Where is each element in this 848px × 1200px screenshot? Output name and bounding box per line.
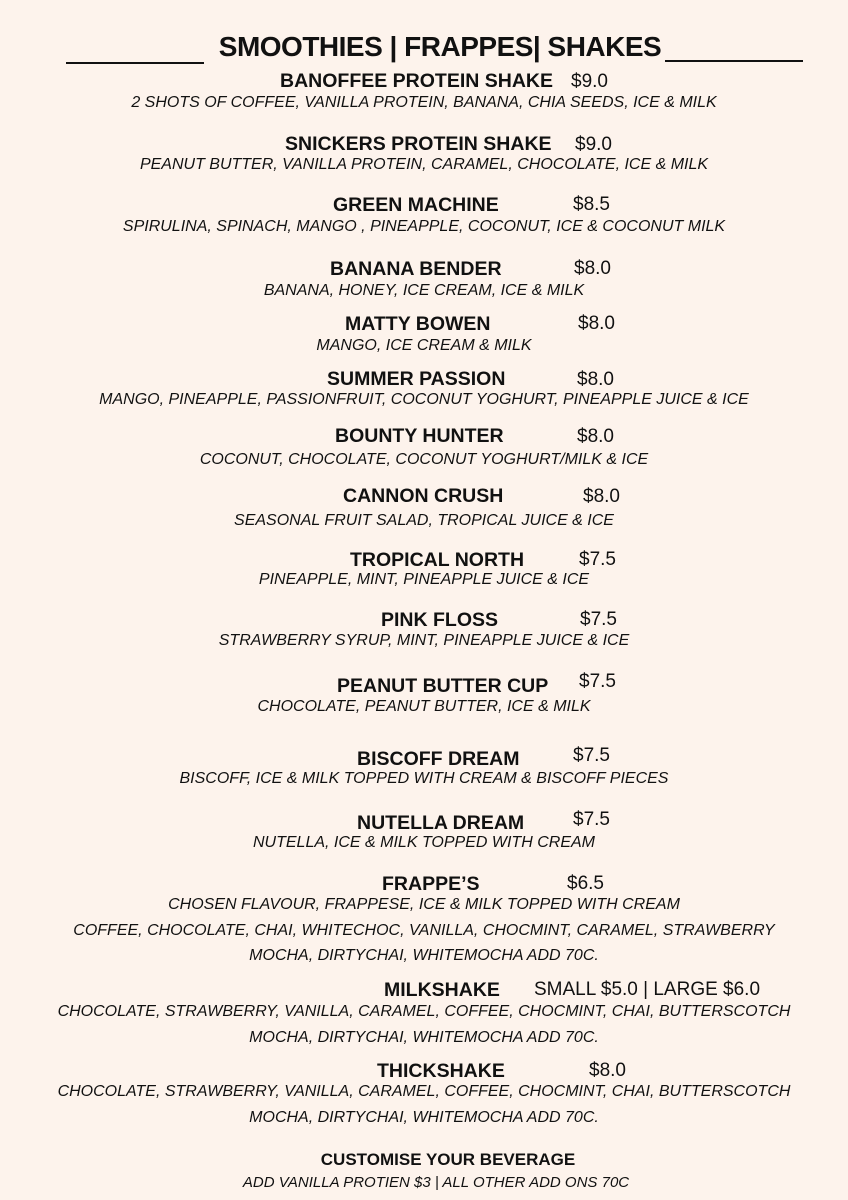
item-description: BISCOFF, ICE & MILK TOPPED WITH CREAM & BISCOFF PIECES xyxy=(179,770,669,787)
item-description: MANGO, PINEAPPLE, PASSIONFRUIT, COCONUT YOGHURT, PINEAPPLE JUICE & ICE xyxy=(99,391,749,408)
item-description: PINEAPPLE, MINT, PINEAPPLE JUICE & ICE xyxy=(258,571,590,588)
item-description: MANGO, ICE CREAM & MILK xyxy=(316,337,532,354)
item-name: BANANA BENDER xyxy=(330,258,502,280)
item-description: CHOSEN FLAVOUR, FRAPPESE, ICE & MILK TOPPED WITH CREAM xyxy=(168,896,680,913)
item-name: GREEN MACHINE xyxy=(333,194,499,216)
item-name: SNICKERS PROTEIN SHAKE xyxy=(285,133,552,155)
item-price: $8.0 xyxy=(578,313,615,334)
item-name: PINK FLOSS xyxy=(381,609,499,631)
page-title: SMOOTHIES | FRAPPES| SHAKES xyxy=(218,31,662,62)
item-price: $7.5 xyxy=(580,609,617,630)
item-price: $6.5 xyxy=(567,873,604,894)
item-description: CHOCOLATE, STRAWBERRY, VANILLA, CARAMEL, COFFEE, CHOCMINT, CHAI, BUTTERSCOTCH xyxy=(57,1083,791,1100)
item-price: $8.0 xyxy=(577,426,614,447)
item-name: MILKSHAKE xyxy=(384,979,500,1001)
item-description: PEANUT BUTTER, VANILLA PROTEIN, CARAMEL, CHOCOLATE, ICE & MILK xyxy=(139,156,709,173)
item-description: STRAWBERRY SYRUP, MINT, PINEAPPLE JUICE & ICE xyxy=(218,632,630,649)
item-description: NUTELLA, ICE & MILK TOPPED WITH CREAM xyxy=(253,834,595,851)
item-name: MATTY BOWEN xyxy=(345,313,491,335)
item-price: $7.5 xyxy=(579,671,616,692)
item-price: $8.0 xyxy=(583,486,620,507)
item-price: $8.5 xyxy=(573,194,610,215)
item-description: MOCHA, DIRTYCHAI, WHITEMOCHA ADD 70C. xyxy=(249,1109,599,1126)
item-description: CHOCOLATE, STRAWBERRY, VANILLA, CARAMEL, COFFEE, CHOCMINT, CHAI, BUTTERSCOTCH xyxy=(57,1003,791,1020)
item-price: $7.5 xyxy=(573,809,610,830)
customise-note: ADD VANILLA PROTIEN $3 | ALL OTHER ADD ONS 70C xyxy=(242,1174,630,1191)
customise-heading: CUSTOMISE YOUR BEVERAGE xyxy=(320,1150,576,1169)
item-name: BISCOFF DREAM xyxy=(357,748,520,770)
item-description: MOCHA, DIRTYCHAI, WHITEMOCHA ADD 70C. xyxy=(249,947,599,964)
item-price: $8.0 xyxy=(589,1060,626,1081)
item-name: BANOFFEE PROTEIN SHAKE xyxy=(280,70,554,92)
item-price: $9.0 xyxy=(571,71,608,92)
item-description: 2 SHOTS OF COFFEE, VANILLA PROTEIN, BANANA, CHIA SEEDS, ICE & MILK xyxy=(131,94,717,111)
item-price: $7.5 xyxy=(573,745,610,766)
item-description: COFFEE, CHOCOLATE, CHAI, WHITECHOC, VANILLA, CHOCMINT, CARAMEL, STRAWBERRY xyxy=(73,922,775,939)
item-name: SUMMER PASSION xyxy=(327,368,506,390)
item-name: FRAPPE’S xyxy=(382,873,480,895)
item-name: BOUNTY HUNTER xyxy=(335,425,504,447)
item-name: THICKSHAKE xyxy=(377,1060,505,1082)
item-description: COCONUT, CHOCOLATE, COCONUT YOGHURT/MILK & ICE xyxy=(199,451,649,468)
item-description: BANANA, HONEY, ICE CREAM, ICE & MILK xyxy=(263,282,585,299)
item-name: TROPICAL NORTH xyxy=(350,549,525,571)
item-description: CHOCOLATE, PEANUT BUTTER, ICE & MILK xyxy=(257,698,591,715)
item-description: MOCHA, DIRTYCHAI, WHITEMOCHA ADD 70C. xyxy=(249,1029,599,1046)
item-price: SMALL $5.0 | LARGE $6.0 xyxy=(534,979,761,1000)
item-name: PEANUT BUTTER CUP xyxy=(337,675,549,697)
item-price: $7.5 xyxy=(579,549,616,570)
item-name: NUTELLA DREAM xyxy=(357,812,525,834)
item-price: $9.0 xyxy=(575,134,612,155)
item-name: CANNON CRUSH xyxy=(343,485,504,507)
item-price: $8.0 xyxy=(574,258,611,279)
item-description: SPIRULINA, SPINACH, MANGO , PINEAPPLE, COCONUT, ICE & COCONUT MILK xyxy=(122,218,726,235)
item-price: $8.0 xyxy=(577,369,614,390)
item-description: SEASONAL FRUIT SALAD, TROPICAL JUICE & ICE xyxy=(234,512,614,529)
